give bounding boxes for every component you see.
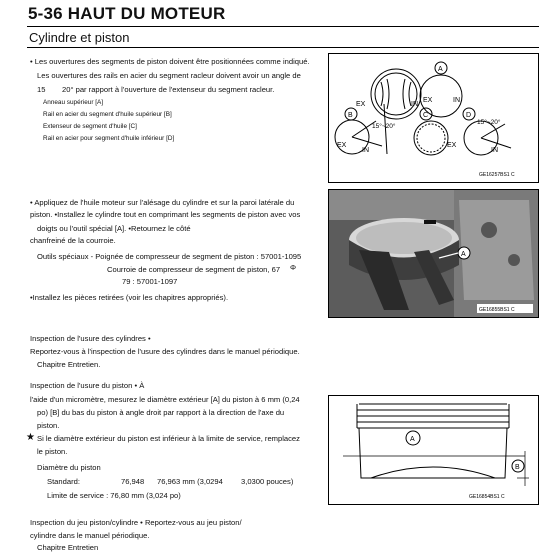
fig1-ex-b: EX (337, 142, 347, 149)
sec5-line2: cylindre dans le manuel périodique. (30, 531, 150, 540)
subtitle-rule (27, 47, 539, 48)
fig1-ex-top: EX (356, 101, 366, 108)
page-header-title: 5-36 HAUT DU MOTEUR (28, 4, 226, 23)
sec1-line3b: 20° par rapport à l'ouverture de l'extenseur du segment racleur. (62, 85, 275, 94)
fig1-label-c: C (423, 112, 429, 119)
fig1-ex-a: EX (423, 97, 433, 104)
header-rule (27, 26, 539, 27)
piston-measure-diagram (328, 395, 539, 505)
spec-service-limit: Limite de service : 76,80 mm (3,024 po) (47, 491, 181, 500)
fig1-label-a: A (438, 66, 443, 73)
fig1-label-b: B (348, 112, 353, 119)
special-tools-line2: Courroie de compresseur de segment de piston, 67 (107, 265, 281, 274)
sec2-line3: doigts ou l'outil spécial [A]. •Retournez le côté (37, 224, 191, 233)
sec1-line2: Les ouvertures des rails en acier du segment racleur doivent avoir un angle de (37, 71, 301, 80)
ring-item-d: Rail en acier pour segment d'huile inférieur [D] (43, 135, 175, 142)
fig1-code: GE16257BS1 C (479, 172, 515, 178)
sec4-line4: Si le diamètre extérieur du piston est inférieur à la limite de service, remplacez (37, 434, 300, 443)
special-tools-line3: 79 : 57001-1097 (122, 277, 178, 286)
fig1-in-d: IN (491, 147, 498, 154)
sec3-line2: Chapitre Entretien. (37, 360, 101, 369)
sec4-title: Inspection de l'usure du piston • À (30, 381, 145, 390)
spec-standard-val1: 76,948 (121, 477, 145, 486)
ring-item-a: Anneau supérieur [A] (43, 99, 104, 106)
fig3-label-a: A (410, 436, 415, 443)
sec4-line2: po) [B] du bas du piston à angle droit par rapport à la direction de l'axe du (37, 408, 285, 417)
fig1-in-a: IN (453, 97, 460, 104)
sec3-title: Inspection de l'usure des cylindres • (30, 334, 151, 343)
fig1-angle-b: 15°~20° (372, 123, 396, 130)
fig1-angle-d: 15°~20° (477, 119, 501, 126)
sec2-line2: piston. •Installez le cylindre tout en comprimant les segments de piston avec vos (30, 210, 301, 219)
fig2-label-a: A (461, 251, 466, 258)
fig3-code: GE16854BS1 C (469, 494, 505, 500)
sec2-line4: chanfreiné de la courroie. (30, 236, 116, 245)
sec4-line5: le piston. (37, 447, 68, 456)
sec2-line1: • Appliquez de l'huile moteur sur l'alésage du cylindre et sur la paroi latérale du (30, 198, 295, 207)
fig3-label-b: B (515, 464, 520, 471)
ring-gap-diagram (328, 53, 539, 183)
warning-star-icon: ★ (26, 432, 35, 443)
fig1-label-d: D (466, 112, 472, 119)
ring-item-b: Rail en acier du segment d'huile supérieur [B] (43, 111, 172, 118)
special-tools-phi: Φ (290, 263, 297, 272)
spec-standard-val3: 3,0300 pouces) (241, 477, 294, 486)
ring-item-c: Extenseur de segment d'huile [C] (43, 123, 137, 130)
sec2-install: •Installez les pièces retirées (voir les chapitres appropriés). (30, 293, 229, 302)
cylinder-install-photo (328, 189, 539, 318)
special-tools-line1: Outils spéciaux - Poignée de compresseur de segment de piston : 57001-1095 (37, 252, 302, 261)
sec4-line3: piston. (37, 421, 60, 430)
sec5-line1: Inspection du jeu piston/cylindre • Reportez-vous au jeu piston/ (30, 518, 242, 527)
spec-standard-label: Standard: (47, 477, 80, 486)
sec3-line1: Reportez-vous à l'inspection de l'usure des cylindres dans le manuel périodique. (30, 347, 300, 356)
spec-standard-val2: 76,963 mm (3,0294 (157, 477, 223, 486)
fig1-ex-d: EX (447, 142, 457, 149)
sec4-line1: l'aide d'un micromètre, mesurez le diamètre extérieur [A] du piston à 6 mm (0,24 (30, 395, 300, 404)
sec5-line3: Chapitre Entretien (37, 543, 99, 552)
fig2-code: GE16855BS1 C (479, 307, 515, 313)
fig1-in-top: IN (411, 101, 418, 108)
fig1-in-b: IN (362, 147, 369, 154)
sec1-line3a: 15 (37, 85, 46, 94)
spec-title: Diamètre du piston (37, 463, 101, 472)
section-title: Cylindre et piston (29, 30, 130, 45)
sec1-line1: • Les ouvertures des segments de piston doivent être positionnées comme indiqué. (30, 57, 310, 66)
